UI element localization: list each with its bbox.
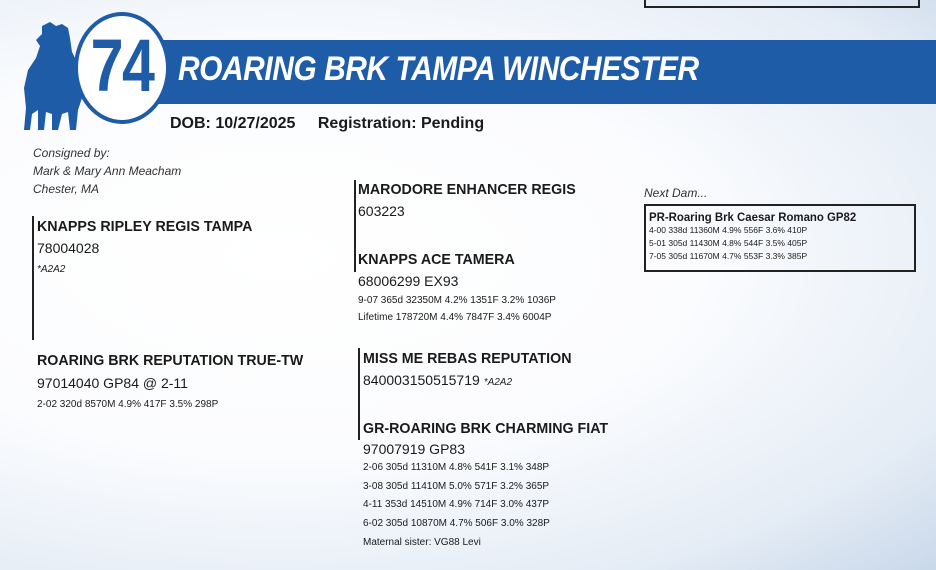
sire-sire-reg: 603223 [358, 203, 405, 219]
sire-dam-record-1: 9-07 365d 32350M 4.2% 1351F 3.2% 1036P [358, 295, 556, 306]
sire-bracket-line [32, 216, 34, 340]
dam-sire-name: MISS ME REBAS REPUTATION [363, 350, 572, 367]
dam-sire-reg [363, 372, 512, 388]
next-dam-box [644, 204, 916, 272]
sire-dam-record-2: Lifetime 178720M 4.4% 7847F 3.4% 6004P [358, 312, 552, 323]
sire-name: KNAPPS RIPLEY REGIS TAMPA [37, 218, 253, 235]
dam-dam-record-2: 3-08 305d 11410M 5.0% 571F 3.2% 365P [363, 481, 550, 492]
lot-number: 74 [90, 24, 154, 107]
dam-dam-record-1: 2-06 305d 11310M 4.8% 541F 3.1% 348P [363, 462, 550, 473]
dam-name: ROARING BRK REPUTATION TRUE-TW [37, 352, 304, 369]
sire-note: *A2A2 [37, 264, 66, 275]
top-partial-box [644, 0, 920, 8]
animal-name: ROARING BRK TAMPA WINCHESTER [178, 50, 699, 88]
consignor-location: Chester, MA [33, 182, 100, 196]
dob: DOB: 10/27/2025 [170, 115, 296, 132]
sire-dam-name: KNAPPS ACE TAMERA [358, 251, 515, 268]
sire-sire-name: MARODORE ENHANCER REGIS [358, 181, 576, 198]
dam-dam-reg: 97007919 GP83 [363, 441, 465, 457]
next-dam-record-3: 7-05 305d 11670M 4.7% 553F 3.3% 385P [649, 251, 808, 261]
dob-registration-line [170, 115, 502, 133]
dam-dam-name: GR-ROARING BRK CHARMING FIAT [363, 420, 609, 437]
maternal-sister-note: Maternal sister: VG88 Levi [363, 537, 481, 548]
dam-reg: 97014040 GP84 @ 2-11 [37, 375, 188, 391]
next-dam-label: Next Dam... [644, 186, 708, 200]
sire-reg: 78004028 [37, 240, 100, 256]
dam-record-1: 2-02 320d 8570M 4.9% 417F 3.5% 298P [37, 399, 219, 410]
registration: Registration: Pending [317, 115, 485, 132]
dam-dam-record-4: 6-02 305d 10870M 4.7% 506F 3.0% 328P [363, 518, 550, 529]
next-dam-record-1: 4-00 338d 11360M 4.9% 556F 3.6% 410P [649, 225, 808, 235]
consignor-name: Mark & Mary Ann Meacham [33, 164, 182, 178]
dam-sire-bracket-line [358, 348, 360, 440]
sire-sire-bracket-line [354, 180, 356, 272]
consigned-block [33, 144, 181, 198]
consigned-label: Consigned by: [33, 146, 110, 160]
next-dam-name: PR-Roaring Brk Caesar Romano GP82 [649, 210, 857, 224]
dam-sire-note: *A2A2 [483, 377, 513, 388]
dam-dam-record-3: 4-11 353d 14510M 4.9% 714F 3.0% 437P [363, 499, 550, 510]
sire-dam-reg: 68006299 EX93 [358, 273, 459, 289]
next-dam-record-2: 5-01 305d 11430M 4.8% 544F 3.5% 405P [649, 238, 808, 248]
dam-sire-reg-number: 840003150515719 [363, 372, 480, 388]
